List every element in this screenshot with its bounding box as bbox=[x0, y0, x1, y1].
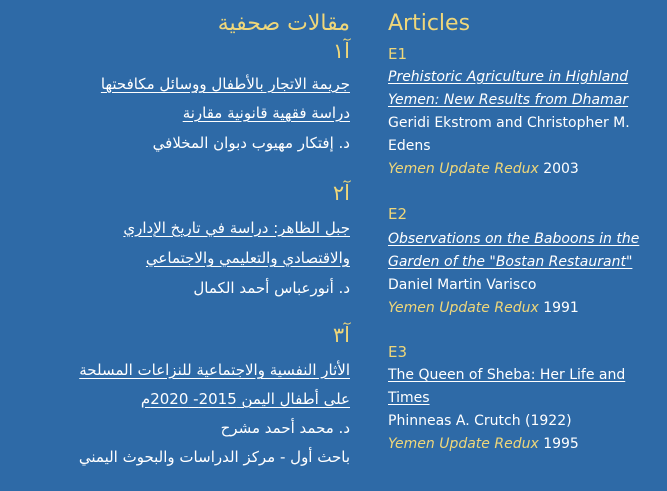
english-article-e3-source bbox=[388, 433, 579, 455]
english-article-e2-title[interactable]: Garden of the "Bostan Restaurant" bbox=[388, 254, 633, 270]
arabic-article-2-title[interactable]: والاقتصادي والتعليمي والاجتماعي bbox=[145, 249, 350, 267]
english-article-e1-code: E1 bbox=[388, 45, 408, 63]
english-article-e2-title[interactable]: Observations on the Baboons in the bbox=[388, 231, 640, 247]
english-section-heading: Articles bbox=[388, 11, 471, 36]
english-article-e1-title[interactable]: Yemen: New Results from Dhamar bbox=[388, 92, 629, 108]
arabic-article-1-title[interactable]: دراسة فقهية قانونية مقارنة bbox=[182, 104, 350, 122]
english-article-e3-title[interactable]: Times bbox=[388, 390, 430, 406]
english-article-e2-journal: Yemen Update Redux bbox=[388, 300, 539, 316]
arabic-article-3-author: د. محمد أحمد مشرح bbox=[220, 419, 350, 437]
english-article-e2-author: Daniel Martin Varisco bbox=[388, 277, 537, 293]
english-article-e1-author: Geridi Ekstrom and Christopher M. bbox=[388, 115, 630, 131]
arabic-section-heading: مقالات صحفية bbox=[217, 11, 350, 36]
english-article-e1-source bbox=[388, 158, 579, 180]
arabic-article-2-title[interactable]: جبل الظاهر: دراسة في تاريخ الإداري bbox=[123, 219, 350, 237]
english-article-e3-journal: Yemen Update Redux bbox=[388, 436, 539, 452]
english-article-e3-title[interactable]: The Queen of Sheba: Her Life and bbox=[388, 367, 626, 383]
arabic-article-3-code: آ٣ bbox=[332, 323, 350, 347]
arabic-article-1-code: آ١ bbox=[332, 39, 350, 63]
english-article-e1-title[interactable]: Prehistoric Agriculture in Highland bbox=[388, 69, 629, 85]
arabic-article-3-affiliation: باحث أول - مركز الدراسات والبحوث اليمني bbox=[78, 448, 350, 466]
english-article-e1-author: Edens bbox=[388, 138, 431, 154]
arabic-article-2-author: د. أنورعباس أحمد الكمال bbox=[193, 279, 350, 297]
arabic-article-1-title[interactable]: جريمة الاتجار بالأطفال ووسائل مكافحتها bbox=[100, 75, 350, 93]
english-article-e1-journal: Yemen Update Redux bbox=[388, 161, 539, 177]
english-article-e2-year: 1991 bbox=[543, 300, 579, 316]
english-article-e3-code: E3 bbox=[388, 343, 408, 361]
english-article-e2-source bbox=[388, 297, 579, 319]
english-article-e1-year: 2003 bbox=[543, 161, 579, 177]
english-article-e3-year: 1995 bbox=[543, 436, 579, 452]
english-article-e2-code: E2 bbox=[388, 205, 408, 223]
arabic-article-3-title[interactable]: على أطفال اليمن 2015- 2020م bbox=[140, 390, 350, 408]
arabic-article-1-author: د. إفتكار مهيوب دبوان المخلافي bbox=[152, 134, 350, 152]
arabic-article-3-title[interactable]: الأثار النفسية والاجتماعية للنزاعات المسلحة bbox=[79, 361, 350, 379]
arabic-article-2-code: آ٢ bbox=[332, 181, 350, 205]
english-article-e3-author: Phinneas A. Crutch (1922) bbox=[388, 413, 572, 429]
